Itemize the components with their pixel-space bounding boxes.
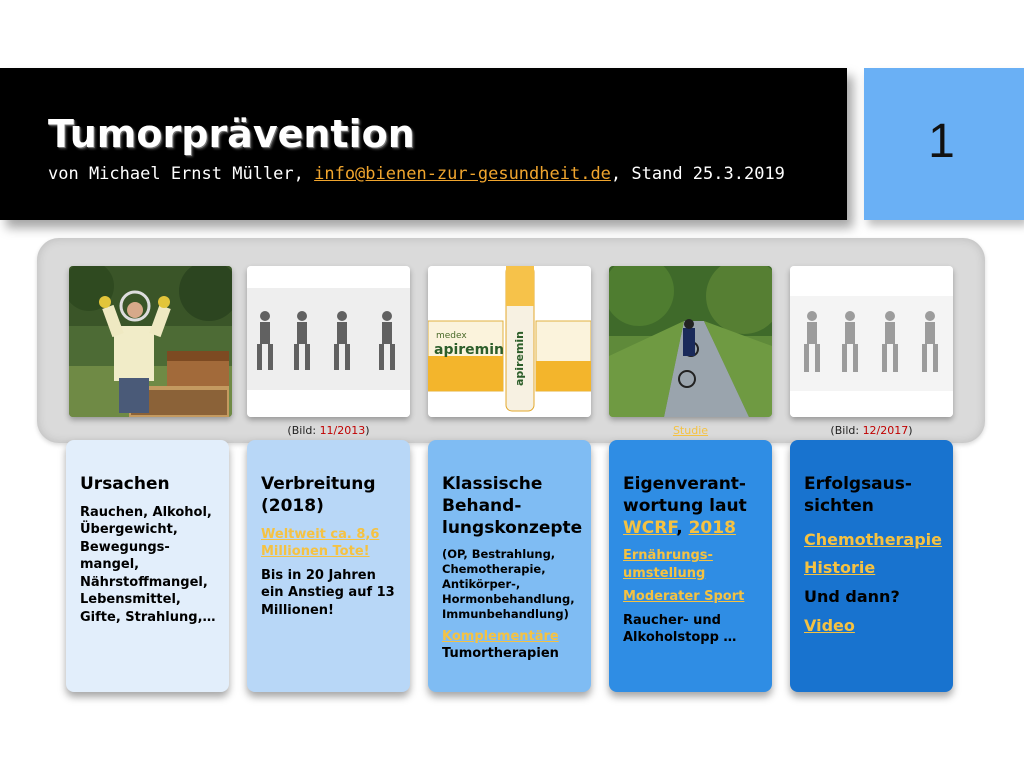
caption-image-date-2017 (790, 424, 953, 437)
complementary-link[interactable]: Komplementäre (442, 628, 559, 644)
card-treatment-concepts (428, 440, 591, 692)
deaths-link[interactable]: Weltweit ca. 8,6 Millionen Tote! (261, 526, 380, 560)
chemotherapy-link[interactable]: Chemotherapie (804, 529, 943, 549)
card-prevalence (247, 440, 410, 692)
page-title: Tumorprävention (48, 112, 415, 156)
wcrf-link[interactable]: WCRF (623, 517, 677, 538)
caption-suffix: ) (365, 424, 370, 437)
card-title (623, 474, 762, 539)
caption-date: 12/2017 (862, 424, 909, 437)
card-title-text: Eigenverant-wortung laut (623, 474, 747, 516)
card-title: Klassische Behand-lungskonzepte (442, 474, 583, 538)
card-title: Ursachen (80, 474, 170, 494)
product-name-left: apiremin (434, 342, 505, 358)
beekeeper-photo (69, 266, 232, 417)
card-text: Und dann? (804, 587, 900, 607)
nutrition-link[interactable]: Ernährungs-umstellung (623, 548, 713, 581)
sport-link[interactable]: Moderater Sport (623, 589, 745, 605)
card-causes (66, 440, 229, 692)
card-text: Bis in 20 Jahren ein Anstieg auf 13 Millionen! (261, 567, 395, 618)
history-link[interactable]: Historie (804, 558, 876, 578)
caption-prefix: (Bild: (830, 424, 863, 437)
subtitle-date: , Stand 25.3.2019 (610, 164, 785, 184)
study-link[interactable]: Studie (672, 424, 709, 437)
apiremin-product-image (428, 266, 591, 417)
card-text: Rauchen, Alkohol, Übergewicht, Bewegungs-mangel, Nährstoffmangel, Lebensmittel, Gifte, Strahlung,… (80, 504, 216, 626)
caption-study (609, 424, 772, 437)
card-details: (OP, Bestrahlung, Chemotherapie, Antikörper-, Hormonbehandlung, Immunbehandlung) (442, 547, 575, 621)
subtitle (48, 164, 785, 184)
product-name-tube: apiremin (513, 330, 526, 386)
caption-suffix: ) (908, 424, 913, 437)
product-brand-left: medex (436, 331, 467, 341)
card-text: Tumortherapien (442, 646, 559, 662)
card-self-responsibility (609, 440, 772, 692)
title-separator: , (676, 517, 689, 538)
card-text: Raucher- und Alkoholstopp … (623, 612, 737, 646)
caption-date: 11/2013 (319, 424, 366, 437)
bone-scan-2013-image (247, 266, 410, 417)
email-link[interactable]: info@bienen-zur-gesundheit.de (314, 164, 611, 184)
card-title: Verbreitung (2018) (261, 474, 376, 516)
video-link[interactable]: Video (804, 615, 855, 635)
year-2018-link[interactable]: 2018 (688, 517, 736, 538)
caption-image-date-2013 (247, 424, 410, 437)
caption-prefix: (Bild: (287, 424, 320, 437)
bone-scan-2017-image (790, 266, 953, 417)
card-title: Erfolgsaus-sichten (804, 474, 912, 516)
cyclist-photo (609, 266, 772, 417)
card-success-prospects (790, 440, 953, 692)
subtitle-author: von Michael Ernst Müller, (48, 164, 315, 184)
title-banner (0, 68, 847, 220)
page-number: 1 (928, 115, 955, 168)
page-number-box (864, 68, 1024, 220)
